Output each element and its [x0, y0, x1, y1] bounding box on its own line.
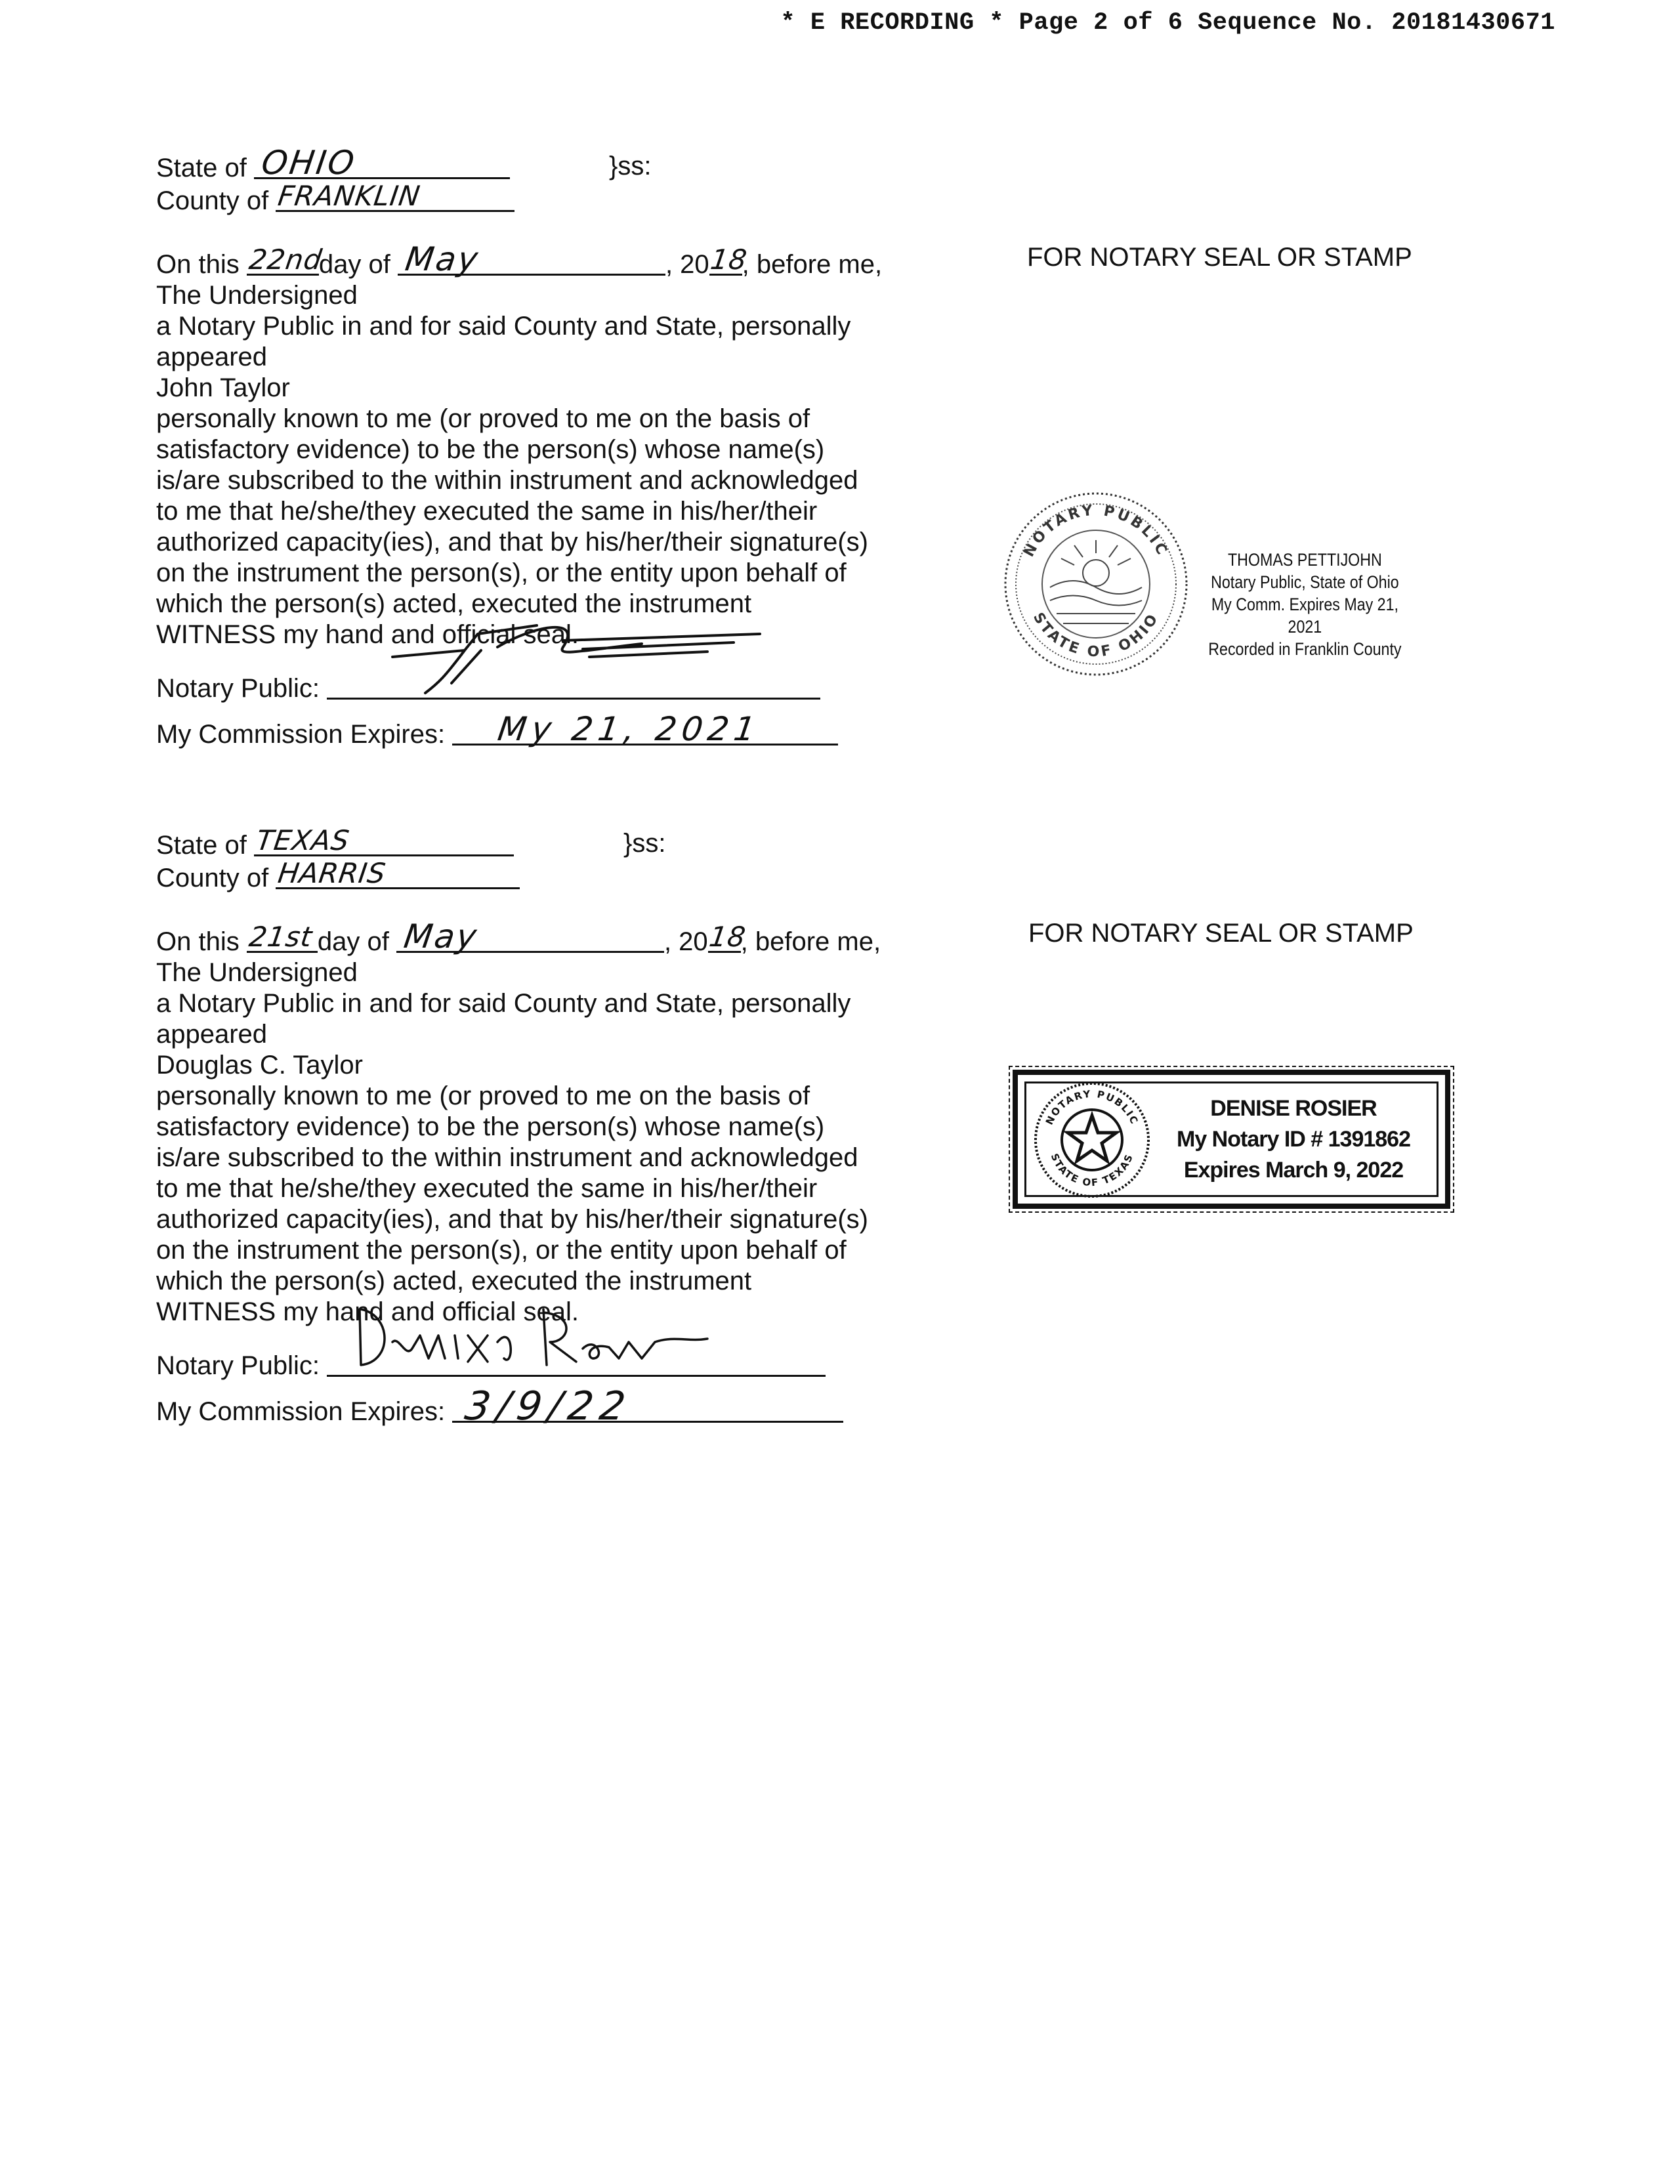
body-line: authorized capacity(ies), and that by his/her/their signature(s) — [156, 528, 868, 556]
body-line: appeared — [156, 1020, 268, 1049]
body-line: on the instrument the person(s), or the entity upon behalf of — [156, 1236, 847, 1265]
body-line: a Notary Public in and for said County and State, personally — [156, 312, 851, 341]
signer-name: Douglas C. Taylor — [156, 1051, 363, 1080]
day-of-label: day of — [318, 250, 390, 279]
expires-field — [452, 1383, 843, 1429]
ss-label: }ss: — [609, 152, 652, 180]
county-line — [156, 180, 882, 217]
body-line: authorized capacity(ies), and that by his/her/their signature(s) — [156, 1205, 868, 1234]
before-me-label: , before me, — [740, 927, 881, 956]
county-field — [276, 180, 514, 212]
body-line: The Undersigned — [156, 958, 358, 987]
recording-header: * E RECORDING * Page 2 of 6 Sequence No. 20181430671 — [780, 9, 1555, 37]
texas-notary-stamp — [1013, 1070, 1450, 1209]
body-line: on the instrument the person(s), or the entity upon behalf of — [156, 558, 847, 587]
stamp-ring-bottom: STATE OF TEXAS — [1048, 1152, 1136, 1189]
state-field — [254, 144, 510, 182]
state-label: State of — [156, 154, 247, 182]
seal-heading-texas: FOR NOTARY SEAL OR STAMP — [1028, 919, 1414, 948]
county-label: County of — [156, 186, 269, 215]
expires-field — [452, 710, 838, 748]
year-prefix: , 20 — [663, 927, 708, 956]
notary-name: DENISE ROSIER — [1210, 1096, 1377, 1121]
year-handwritten: 18 — [708, 243, 749, 276]
body-line: WITNESS my hand and official seal. — [156, 620, 579, 649]
body-line: to me that he/she/they executed the same in his/her/their — [156, 1174, 818, 1203]
day-handwritten: 21st — [247, 921, 315, 953]
notary-name: THOMAS PETTIJOHN — [1227, 550, 1382, 570]
expires-handwritten: My 21, 2021 — [495, 710, 763, 748]
body-line: satisfactory evidence) to be the person(s) whose name(s) — [156, 435, 825, 464]
notary-label: Notary Public: — [156, 674, 320, 703]
notary-public-line — [156, 1349, 881, 1388]
year-field — [708, 243, 749, 276]
ack-body — [156, 957, 881, 1328]
day-handwritten: 22nd — [247, 243, 325, 276]
texas-stamp-text — [1169, 1093, 1418, 1186]
signer-name: John Taylor — [156, 373, 290, 402]
acknowledgment-ohio — [156, 144, 883, 750]
day-field — [247, 243, 325, 276]
state-handwritten: TEXAS — [254, 824, 352, 856]
date-line — [156, 917, 881, 957]
county-handwritten: FRANKLIN — [276, 180, 423, 212]
body-line: to me that he/she/they executed the same in his/her/their — [156, 497, 818, 526]
state-handwritten: OHIO — [259, 144, 359, 182]
expires-handwritten: 3/9/22 — [462, 1383, 635, 1429]
notary-label: Notary Public: — [156, 1351, 320, 1380]
county-handwritten: HARRIS — [276, 857, 388, 889]
before-me-label: , before me, — [742, 250, 883, 279]
month-handwritten: May — [402, 240, 482, 278]
county-line — [156, 857, 881, 894]
expires-label: My Commission Expires: — [156, 1397, 446, 1426]
body-line: WITNESS my hand and official seal. — [156, 1297, 579, 1326]
ohio-notary-seal-icon — [1001, 489, 1191, 679]
body-line: appeared — [156, 343, 268, 371]
texas-seal-icon — [1030, 1078, 1154, 1202]
body-line: is/are subscribed to the within instrument and acknowledged — [156, 466, 858, 495]
ohio-seal-text — [1198, 549, 1412, 660]
day-of-label: day of — [317, 927, 389, 956]
notary-signature-field — [327, 671, 820, 700]
ack-body — [156, 280, 882, 650]
month-field — [396, 917, 664, 956]
body-line: personally known to me (or proved to me on the basis of — [156, 1082, 810, 1110]
notary-signature-field — [327, 1349, 826, 1377]
commission-expires-line — [156, 710, 882, 750]
seal-ring-bottom: STATE OF OHIO — [1029, 610, 1163, 661]
seal-heading-ohio: FOR NOTARY SEAL OR STAMP — [1027, 243, 1412, 272]
state-line — [156, 824, 881, 861]
month-handwritten: May — [401, 917, 481, 956]
on-this-label: On this — [156, 250, 240, 279]
year-handwritten: 18 — [707, 921, 748, 953]
body-line: which the person(s) acted, executed the instrument — [156, 589, 752, 618]
notary-expiration: My Comm. Expires May 21, 2021 — [1211, 595, 1398, 637]
year-field — [707, 921, 748, 953]
body-line: personally known to me (or proved to me on the basis of — [156, 404, 810, 433]
body-line: is/are subscribed to the within instrument and acknowledged — [156, 1143, 858, 1172]
notary-id: My Notary ID # 1391862 — [1177, 1127, 1410, 1152]
commission-expires-line — [156, 1383, 881, 1429]
day-field — [247, 921, 318, 953]
notary-county: Recorded in Franklin County — [1208, 639, 1402, 659]
notary-public-line — [156, 671, 882, 711]
notary-signature — [346, 1296, 714, 1375]
notary-title: Notary Public, State of Ohio — [1211, 572, 1399, 592]
state-field — [254, 824, 514, 856]
stamp-ring-top: NOTARY PUBLIC — [1043, 1087, 1141, 1127]
ss-label: }ss: — [623, 829, 666, 858]
notary-expiration: Expires March 9, 2022 — [1183, 1158, 1404, 1183]
county-label: County of — [156, 864, 269, 892]
state-label: State of — [156, 831, 247, 860]
county-field — [276, 857, 520, 889]
svg-text:STATE OF OHIO — [1030, 610, 1162, 660]
date-line — [156, 240, 883, 280]
body-line: a Notary Public in and for said County and State, personally — [156, 989, 851, 1018]
body-line: The Undersigned — [156, 281, 358, 310]
year-prefix: , 20 — [665, 250, 709, 279]
seal-ring-top: NOTARY PUBLIC — [1020, 502, 1171, 560]
notary-signature — [366, 611, 773, 696]
body-line: which the person(s) acted, executed the instrument — [156, 1267, 752, 1295]
acknowledgment-texas — [156, 824, 881, 1429]
body-line: satisfactory evidence) to be the person(s) whose name(s) — [156, 1112, 825, 1141]
month-field — [398, 240, 665, 278]
on-this-label: On this — [156, 927, 240, 956]
expires-label: My Commission Expires: — [156, 720, 446, 749]
state-line — [156, 144, 882, 184]
